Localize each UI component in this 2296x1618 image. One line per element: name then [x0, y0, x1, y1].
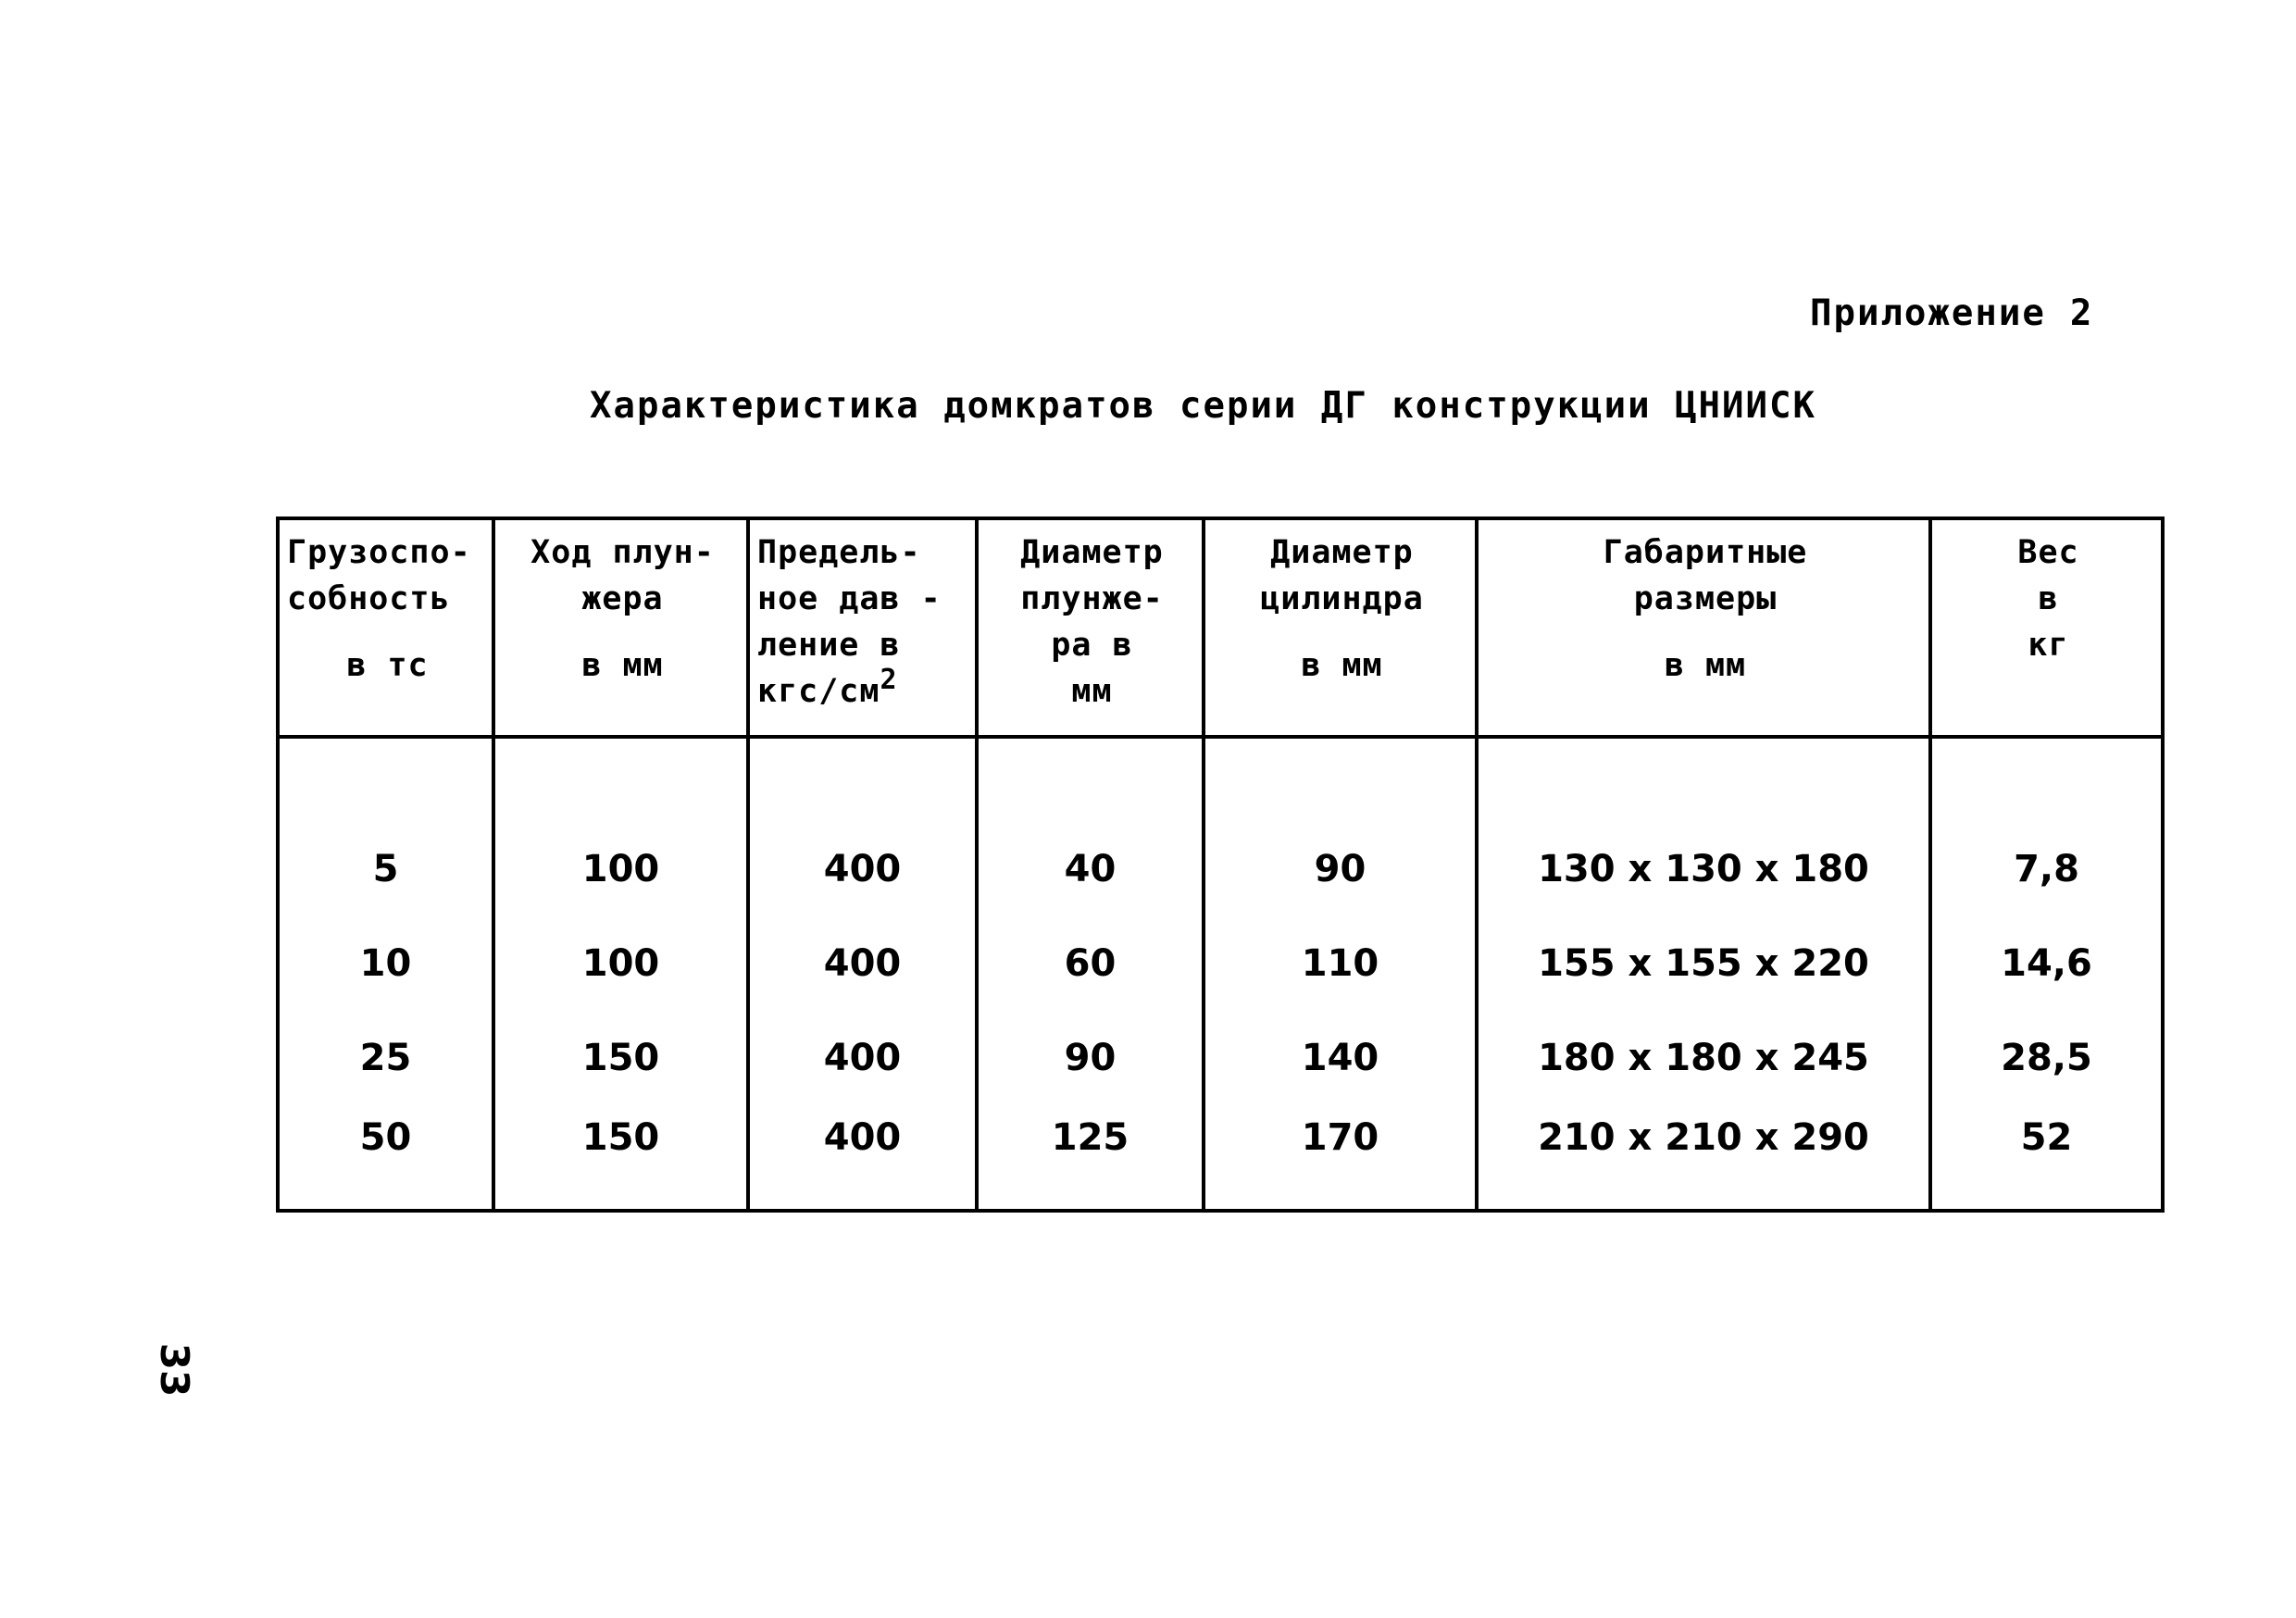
header-unit: в мм — [581, 647, 664, 684]
cell-capacity: 5 — [278, 822, 493, 916]
cell-dimensions: 180 x 180 x 245 — [1477, 1011, 1930, 1105]
header-text: ра в — [1051, 627, 1133, 664]
header-text: Предель- — [757, 534, 921, 571]
cell-capacity: 50 — [278, 1105, 493, 1211]
header-text: Габаритные — [1603, 534, 1808, 571]
page-number: 33 — [152, 1342, 197, 1398]
table-row — [278, 822, 2163, 916]
header-capacity — [278, 518, 493, 737]
cell-plunger-diameter: 125 — [977, 1105, 1204, 1211]
header-text: жера — [581, 580, 664, 617]
cell-dimensions: 155 x 155 x 220 — [1477, 916, 1930, 1011]
cell-pressure: 400 — [748, 1011, 977, 1105]
cell-stroke: 100 — [493, 916, 748, 1011]
header-row — [278, 518, 2163, 737]
cell-dimensions: 210 x 210 x 290 — [1477, 1105, 1930, 1211]
header-plunger-diameter — [977, 518, 1204, 737]
header-unit: в мм — [1664, 647, 1747, 684]
cell-plunger-diameter: 60 — [977, 916, 1204, 1011]
header-unit: в мм — [1301, 647, 1383, 684]
cell-stroke: 150 — [493, 1011, 748, 1105]
table-row — [278, 1105, 2163, 1211]
cell-cylinder-diameter: 140 — [1204, 1011, 1477, 1105]
header-unit: кг — [2028, 627, 2069, 664]
cell-weight: 52 — [1930, 1105, 2163, 1211]
header-text: Диаметр — [1020, 534, 1164, 571]
header-cylinder-diameter — [1204, 518, 1477, 737]
cell-stroke: 150 — [493, 1105, 748, 1211]
table-title: Характеристика домкратов серии ДГ конструкции ЦНИИСК — [590, 385, 1816, 427]
header-text: Диаметр — [1270, 534, 1414, 571]
header-text: в — [2038, 580, 2059, 617]
appendix-label — [1810, 292, 2093, 334]
header-unit: мм — [1071, 673, 1113, 710]
header-overall-dimensions — [1477, 518, 1930, 737]
header-max-pressure — [748, 518, 977, 737]
cell-plunger-diameter: 90 — [977, 1011, 1204, 1105]
cell-plunger-diameter: 40 — [977, 822, 1204, 916]
header-unit: в тс — [346, 647, 429, 684]
header-text: ное дав - — [757, 580, 942, 617]
header-text: размеры — [1633, 580, 1778, 617]
cell-pressure: 400 — [748, 822, 977, 916]
cell-pressure: 400 — [748, 916, 977, 1011]
header-unit-text: кгс/см — [757, 673, 880, 710]
header-text: Ход плун- — [530, 534, 715, 571]
header-text: Грузоспо- — [287, 534, 471, 571]
header-weight — [1930, 518, 2163, 737]
cell-cylinder-diameter: 170 — [1204, 1105, 1477, 1211]
header-text: цилиндра — [1260, 580, 1424, 617]
cell-capacity: 25 — [278, 1011, 493, 1105]
appendix-number: 2 — [2069, 292, 2094, 334]
header-text: Вес — [2017, 534, 2079, 571]
spacer-row — [278, 737, 2163, 822]
header-text: собность — [287, 580, 451, 617]
table-row — [278, 1011, 2163, 1105]
cell-weight: 28,5 — [1930, 1011, 2163, 1105]
cell-capacity: 10 — [278, 916, 493, 1011]
header-unit-sup: 2 — [880, 664, 898, 696]
cell-cylinder-diameter: 90 — [1204, 822, 1477, 916]
cell-stroke: 100 — [493, 822, 748, 916]
cell-pressure: 400 — [748, 1105, 977, 1211]
cell-weight: 14,6 — [1930, 916, 2163, 1011]
table-row — [278, 916, 2163, 1011]
header-text: ление в — [757, 627, 901, 664]
jack-spec-table — [276, 517, 2165, 1213]
header-plunger-stroke — [493, 518, 748, 737]
cell-dimensions: 130 x 130 x 180 — [1477, 822, 1930, 916]
header-text: плунже- — [1020, 580, 1164, 617]
cell-cylinder-diameter: 110 — [1204, 916, 1477, 1011]
header-unit — [757, 664, 971, 715]
cell-weight: 7,8 — [1930, 822, 2163, 916]
appendix-text: Приложение — [1810, 292, 2046, 334]
